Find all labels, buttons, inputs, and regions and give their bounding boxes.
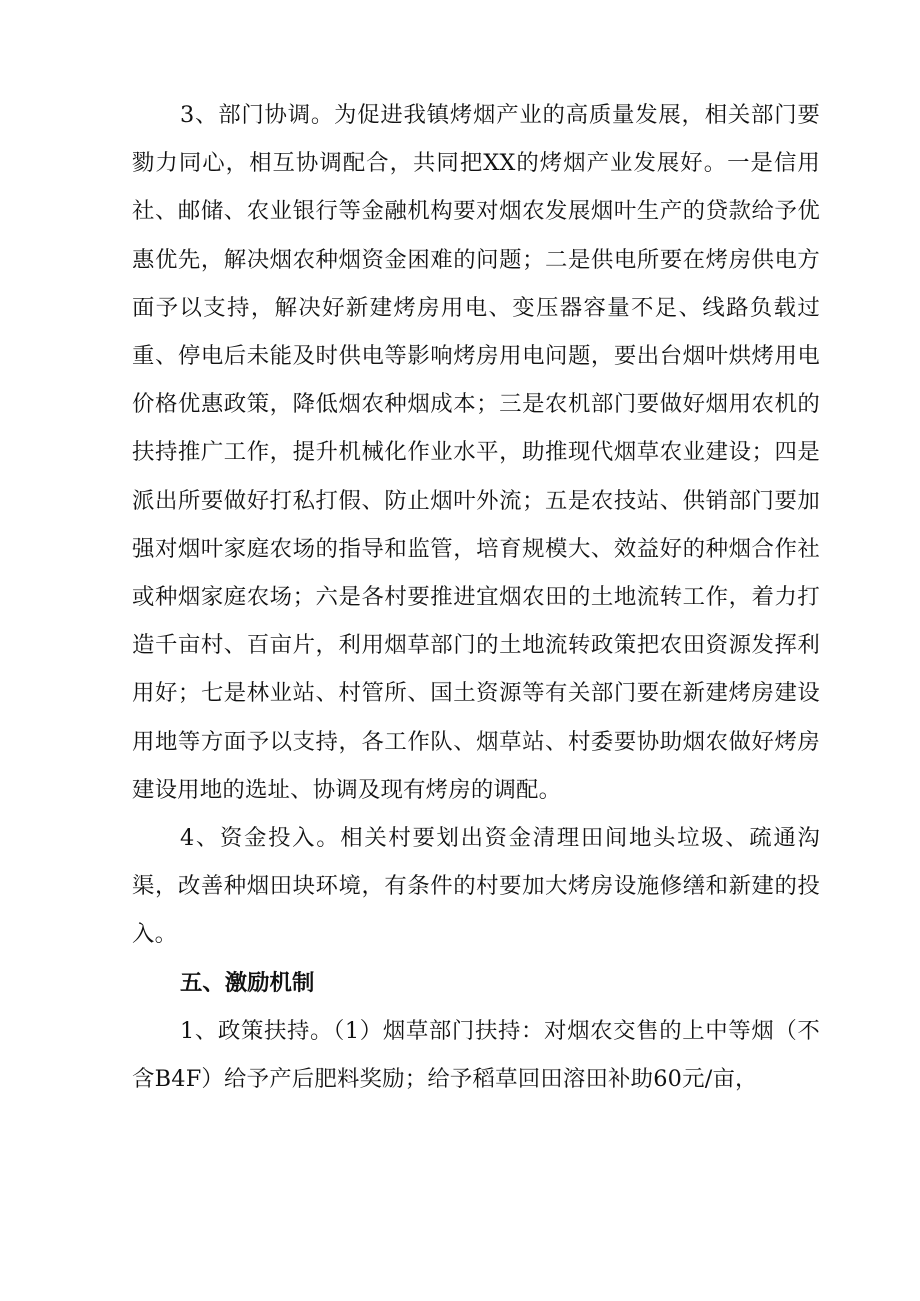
paragraph-capital-investment: 4、资金投入。相关村要划出资金清理田间地头垃圾、疏通沟渠，改善种烟田块环境，有条件的村要加大烤房设施修缮和新建的投入。 <box>132 825 820 948</box>
section-heading-incentive-mechanism: 五、激励机制 <box>180 969 315 996</box>
paragraph-department-coordination: 3、部门协调。为促进我镇烤烟产业的高质量发展，相关部门要勠力同心，相互协调配合，共同把XX的烤烟产业发展好。一是信用社、邮储、农业银行等金融机构要对烟农发展烟叶生产的贷款给予优惠优先，解决烟农种烟资金困难的问题；二是供电所要在烤房供电方面予以支持，解决好新建烤房用电、变压器容量不足、线路负载过重、停电后未能及时供电等影响烤房用电问题，要出台烟叶烘烤用电价格优惠政策，降低烟农种烟成本；三是农机部门要做好烟用农机的扶持推广工作，提升机械化作业水平，助推现代烟草农业建设；四是派出所要做好打私打假、防止烟叶外流；五是农技站、供销部门要加强对烟叶家庭农场的指导和监管，培育规模大、效益好的种烟合作社或种烟家庭农场；六是各村要推进宜烟农田的土地流转工作，着力打造千亩村、百亩片，利用烟草部门的土地流转政策把农田资源发挥利用好；七是林业站、村管所、国土资源等有关部门要在新建烤房建设用地等方面予以支持，各工作队、烟草站、村委要协助烟农做好烤房建设用地的选址、协调及现有烤房的调配。 <box>132 102 820 803</box>
paragraph-policy-support: 1、政策扶持。（1）烟草部门扶持：对烟农交售的上中等烟（不含B4F）给予产后肥料奖励；给予稻草回田溶田补助60元/亩， <box>132 1017 820 1093</box>
